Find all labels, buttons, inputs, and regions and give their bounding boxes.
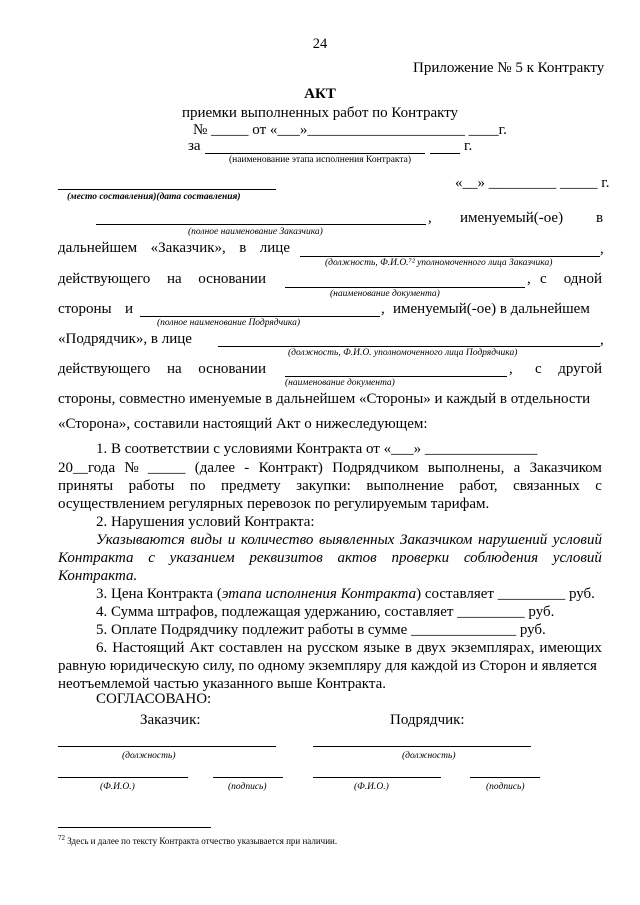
- number-date-line: № _____ от «___»_____________________ ____г.: [193, 122, 507, 138]
- customer-signature-label: Заказчик:: [140, 712, 201, 728]
- item-1-line-3: [58, 478, 602, 495]
- customer-position-caption: (должность): [122, 751, 176, 761]
- place-caption: (место составления)(дата составления): [67, 192, 241, 202]
- customer-fio-line[interactable]: [58, 777, 188, 778]
- item-6-line-1: [96, 640, 602, 657]
- word: работ,: [459, 478, 498, 494]
- word: Контракт): [258, 460, 323, 476]
- contractor-fio-caption: (Ф.И.О.): [354, 782, 389, 792]
- text: 3. Цена Контракта (: [96, 586, 222, 602]
- contractor-sign-line[interactable]: [470, 777, 540, 778]
- item-4: 4. Сумма штрафов, подлежащая удержанию, составляет _________ руб.: [96, 604, 555, 620]
- word: _____: [148, 460, 186, 476]
- footnote-separator: [58, 827, 211, 828]
- word: действующего: [58, 361, 151, 377]
- contractor-position-caption: (должность): [402, 751, 456, 761]
- word: основании: [198, 361, 266, 377]
- item-2-italic-line-2: [58, 550, 602, 567]
- word: закупки:: [296, 478, 351, 494]
- customer-name-line[interactable]: [96, 224, 426, 225]
- word: в: [404, 640, 412, 656]
- item-5: 5. Оплате Подрядчику подлежит работы в сумме ______________ руб.: [96, 622, 546, 638]
- word: языке: [363, 640, 400, 656]
- word: количество: [240, 532, 314, 548]
- basis-doc-line-1[interactable]: [285, 287, 525, 288]
- word: стороны: [58, 301, 112, 317]
- word: Заказчиком: [400, 532, 473, 548]
- comma: ,: [527, 271, 531, 287]
- contractor-person-caption: (должность, Ф.И.О. уполномоченного лица Подрядчика): [288, 348, 518, 358]
- word: по: [189, 478, 206, 494]
- item-2-italic-line-1: [96, 532, 602, 549]
- word: реквизитов: [249, 550, 323, 566]
- comma: ,: [509, 361, 513, 377]
- word: актов: [337, 550, 377, 566]
- word: условий: [552, 532, 602, 548]
- one-side-text: [540, 271, 602, 288]
- contractor-label: «Подрядчик», в лице: [58, 331, 192, 347]
- item-1-line-4: осуществлением регулярных перевозок по регулируемым тарифам.: [58, 496, 490, 512]
- text: ) составляет _________ руб.: [416, 586, 595, 602]
- contractor-person-line[interactable]: [218, 346, 600, 347]
- word: и: [124, 301, 133, 317]
- acting-text-2: [58, 361, 266, 378]
- contractor-signature-label: Подрядчик:: [390, 712, 465, 728]
- word: с: [148, 550, 155, 566]
- word: Указываются: [96, 532, 185, 548]
- word: связанных: [513, 478, 580, 494]
- za-label: за: [188, 138, 201, 154]
- customer-sign-line[interactable]: [213, 777, 283, 778]
- word: проверки: [391, 550, 450, 566]
- customer-person-line[interactable]: [300, 256, 600, 257]
- stage-field-line[interactable]: [205, 153, 425, 154]
- word: и: [227, 532, 236, 548]
- item-1-line-2: [58, 460, 602, 477]
- item-3: [96, 586, 595, 603]
- word: 6.: [96, 640, 108, 656]
- text-italic: этапа исполнения Контракта: [221, 586, 417, 602]
- word: (далее: [194, 460, 236, 476]
- contractor-sign-caption: (подпись): [486, 782, 525, 792]
- word: №: [124, 460, 139, 476]
- stage-caption: (наименование этапа исполнения Контракта): [228, 155, 412, 165]
- doc-caption-1: (наименование документа): [330, 289, 440, 299]
- footnote-number: 72: [58, 834, 65, 842]
- customer-position-line[interactable]: [58, 746, 276, 747]
- item-2-italic-line-3: Контракта.: [58, 568, 138, 584]
- za-year-suffix: г.: [464, 138, 473, 154]
- word: одной: [563, 271, 602, 287]
- word: «Заказчик»,: [150, 240, 226, 256]
- word: на: [166, 271, 182, 287]
- word: в: [239, 240, 247, 256]
- body-line-1: [58, 391, 602, 408]
- word: Подрядчиком: [332, 460, 419, 476]
- agreed-label: СОГЛАСОВАНО:: [96, 691, 212, 707]
- named-label-2: именуемый(-ое) в дальнейшем: [393, 301, 590, 317]
- word: -: [244, 460, 250, 476]
- word: выполнены,: [427, 460, 505, 476]
- footnote-text: Здесь и далее по тексту Контракта отчество указывается при наличии.: [67, 836, 338, 846]
- date-line: «__» _________ _____ г.: [455, 175, 610, 191]
- word: а: [513, 460, 521, 476]
- word: Заказчиком: [529, 460, 602, 476]
- item-1-line-1: 1. В соответствии с условиями Контракта от «___» _______________: [96, 441, 538, 457]
- item-6-line-2: равную юридическую силу, по одному экземпляру для каждой из Сторон и является: [58, 658, 597, 674]
- word: на: [287, 640, 303, 656]
- word: Настоящий: [112, 640, 185, 656]
- item-6-line-3: неотъемлемой частью указанного выше Контракта.: [58, 676, 386, 692]
- word: 20__года: [58, 460, 116, 476]
- word: нарушений: [477, 532, 548, 548]
- word: на: [166, 361, 182, 377]
- word: соблюдения: [463, 550, 539, 566]
- document-title: АКТ: [304, 86, 336, 102]
- word: приняты: [58, 478, 114, 494]
- stage-year-line[interactable]: [430, 153, 460, 154]
- word: предмету: [220, 478, 281, 494]
- acting-text-1: [58, 271, 266, 288]
- doc-caption-2: (наименование документа): [285, 378, 395, 388]
- side-and-text: [58, 301, 133, 318]
- footnote: [58, 834, 337, 846]
- customer-sign-caption: (подпись): [228, 782, 267, 792]
- word: лице: [259, 240, 290, 256]
- word: условий: [552, 550, 602, 566]
- body-line-2: «Сторона», составили настоящий Акт о нижеследующем:: [58, 416, 428, 432]
- page-number: 24: [312, 36, 328, 52]
- word: Контракта: [58, 550, 134, 566]
- customer-person-caption: (должность, Ф.И.О.⁷² уполномоченного лица Заказчика): [325, 258, 553, 268]
- word: двух: [416, 640, 447, 656]
- word: с: [595, 478, 602, 494]
- word: другой: [558, 361, 602, 377]
- further-customer-text: [58, 240, 290, 257]
- comma: ,: [600, 332, 604, 348]
- word: экземплярах,: [451, 640, 535, 656]
- word: русском: [307, 640, 359, 656]
- basis-doc-line-2[interactable]: [285, 376, 507, 377]
- comma: ,: [381, 301, 385, 317]
- place-field-line[interactable]: [58, 189, 276, 190]
- contractor-name-line[interactable]: [140, 316, 380, 317]
- word: выявленных: [319, 532, 395, 548]
- v-label: в: [596, 210, 604, 226]
- appendix-label: Приложение № 5 к Контракту: [413, 60, 605, 76]
- word: имеющих: [539, 640, 602, 656]
- word: дальнейшем: [58, 240, 138, 256]
- word: действующего: [58, 271, 151, 287]
- item-2-heading: 2. Нарушения условий Контракта:: [96, 514, 315, 530]
- text: стороны, совместно именуемые в дальнейшем «Стороны» и каждый в отдельности: [58, 391, 591, 407]
- word: виды: [190, 532, 223, 548]
- comma: ,: [428, 210, 432, 226]
- customer-fio-caption: (Ф.И.О.): [100, 782, 135, 792]
- word: с: [540, 271, 547, 287]
- contractor-position-line[interactable]: [313, 746, 531, 747]
- word: указанием: [169, 550, 235, 566]
- word: Акт: [189, 640, 214, 656]
- customer-caption: (полное наименование Заказчика): [188, 227, 323, 237]
- contractor-fio-line[interactable]: [313, 777, 441, 778]
- named-label-1: именуемый(-ое): [460, 210, 564, 226]
- other-side-text: [535, 361, 602, 378]
- contractor-caption: (полное наименование Подрядчика): [157, 318, 300, 328]
- word: работы: [128, 478, 175, 494]
- document-subtitle: приемки выполненных работ по Контракту: [181, 105, 459, 121]
- comma: ,: [600, 241, 604, 257]
- word: с: [535, 361, 542, 377]
- word: выполнение: [366, 478, 444, 494]
- word: составлен: [218, 640, 283, 656]
- word: основании: [198, 271, 266, 287]
